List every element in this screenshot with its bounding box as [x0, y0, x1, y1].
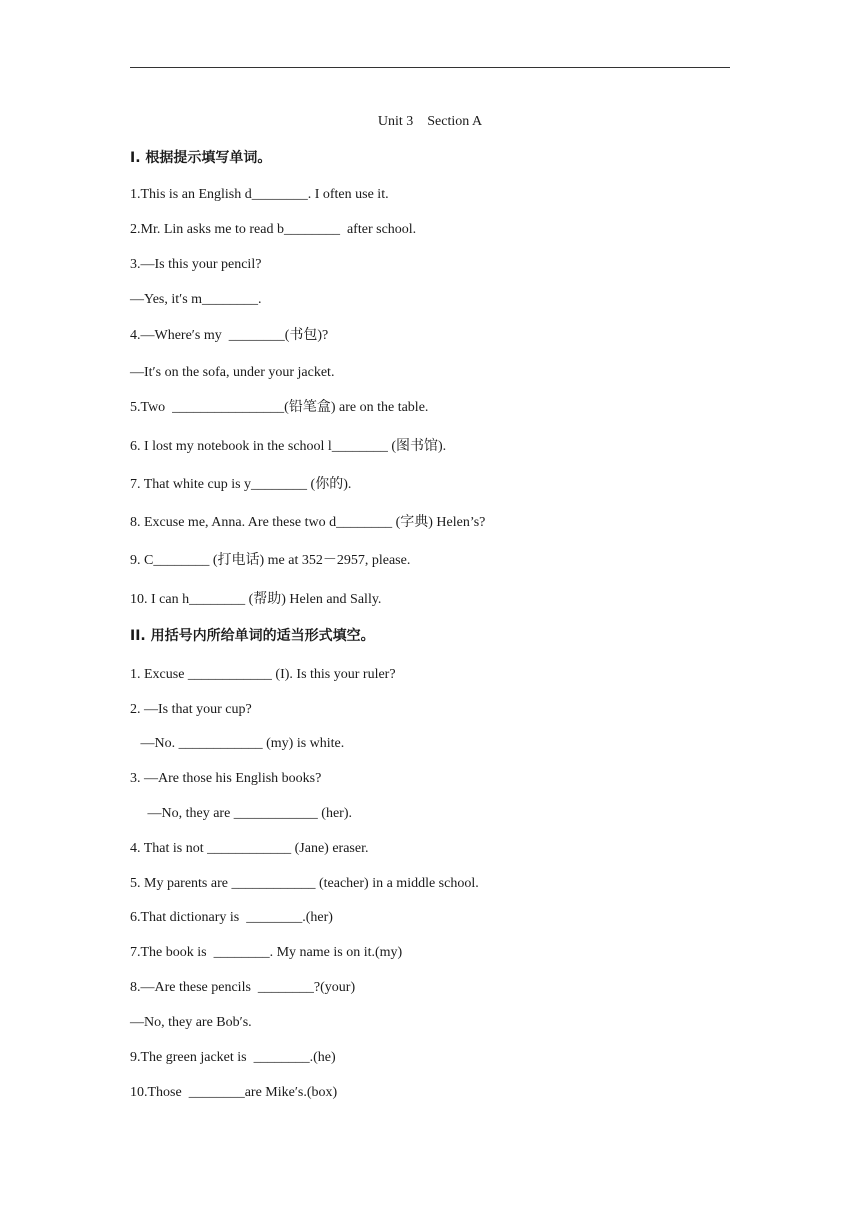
section-1-item: 8. Excuse me, Anna. Are these two d________ (字典) Helen’s? [130, 515, 486, 530]
section-1-item: —It′s on the sofa, under your jacket. [130, 365, 335, 380]
section-2-item: —No, they are Bob′s. [130, 1015, 252, 1030]
section-2-item: 8.—Are these pencils ________?(your) [130, 980, 356, 995]
section-1-item: 1.This is an English d________. I often use it. [130, 187, 389, 202]
section-2-item: 5. My parents are ____________ (teacher) in a middle school. [130, 876, 479, 891]
section-2-item: 6.That dictionary is ________.(her) [130, 910, 333, 925]
section-2-item: 2. —Is that your cup? [130, 702, 252, 717]
section-2-item: 7.The book is ________. My name is on it.(my) [130, 945, 403, 960]
section-2-item: 9.The green jacket is ________.(he) [130, 1050, 336, 1065]
section-2-item: 1. Excuse ____________ (I). Is this your ruler? [130, 667, 396, 682]
section-2-item: —No, they are ____________ (her). [130, 806, 353, 821]
section-1-item: 6. I lost my notebook in the school l________ (图书馆). [130, 439, 447, 454]
section-2-item: 3. —Are those his English books? [130, 771, 322, 786]
section-1-item: 7. That white cup is y________ (你的). [130, 477, 352, 492]
section-1-heading: Ⅰ. 根据提示填写单词。 [130, 150, 272, 166]
page-title: Unit 3 Section A [377, 114, 483, 129]
section-1-item: 2.Mr. Lin asks me to read b________ after school. [130, 222, 417, 237]
section-1-item: 9. C________ (打电话) me at 352－2957, please. [130, 553, 411, 568]
section-2-heading: II. 用括号内所给单词的适当形式填空。 [130, 628, 375, 644]
header-rule [130, 67, 730, 68]
section-1-item: —Yes, it′s m________. [130, 292, 262, 307]
section-2-item: 4. That is not ____________ (Jane) eraser. [130, 841, 369, 856]
section-2-item: —No. ____________ (my) is white. [130, 736, 345, 751]
section-1-item: 4.—Where′s my ________(书包)? [130, 328, 329, 343]
section-2-item: 10.Those ________are Mike′s.(box) [130, 1085, 338, 1100]
section-1-item: 3.—Is this your pencil? [130, 257, 262, 272]
section-1-item: 10. I can h________ (帮助) Helen and Sally. [130, 592, 382, 607]
section-1-item: 5.Two ________________(铅笔盒) are on the table. [130, 400, 429, 415]
